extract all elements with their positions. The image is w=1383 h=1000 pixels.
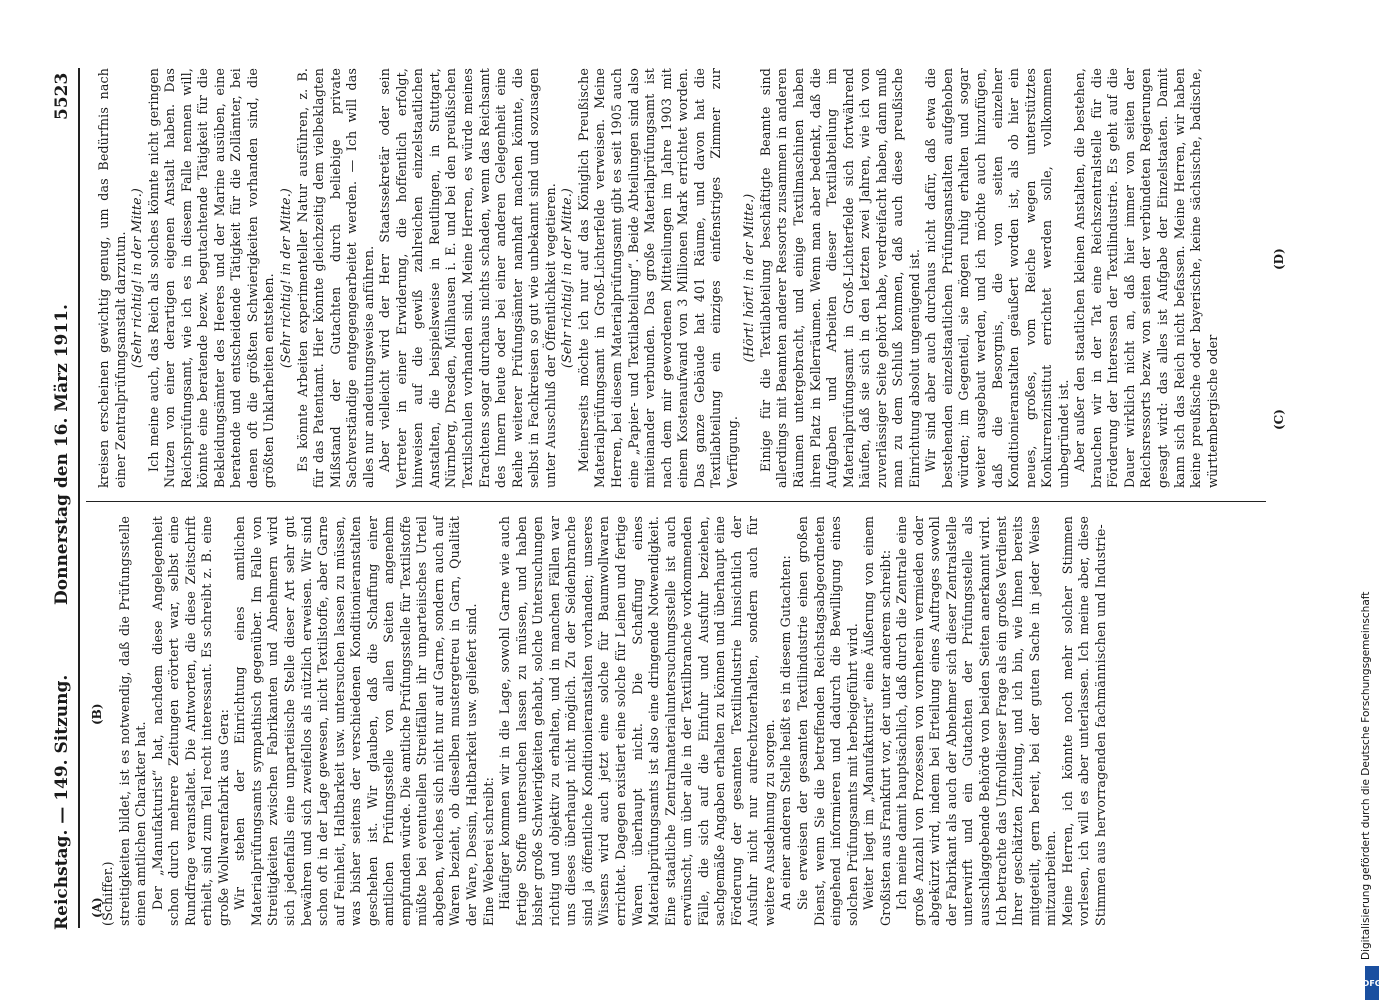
paragraph: Ich meine damit hauptsächlich, daß durch die Zentrale eine große Anzahl von Prozessen von vornherein vermieden oder abgekürzt wird, indem bei Erteilung eines Auftrages sowohl der Fabrikant als auch der Abnehmer sich dieser Zentralstelle unterwirft und ein Gutachten der Prüfungsstelle als ausschlaggebende Behörde von beiden Seiten anerkannt wird. Ich betrachte das Unfrolldieser Frage als ein großes Verdienst Ihrer geschätzten Zeitung, und ich bin, wie Ihnen bereits mitgeteilt, gern bereit, bei der guten Sache in jeder Weise mitzuarbeiten. bbox=[894, 516, 1059, 926]
left-column bbox=[100, 516, 1275, 926]
marker-a: (A) bbox=[90, 897, 104, 918]
header-rule bbox=[78, 68, 80, 928]
paragraph: Aber außer den staatlichen kleinen Anstalten, die bestehen, brauchen wir in der Tat eine Reichszentralstelle für die Förderung der Interessen der Textilindustrie. Es geht auf die Dauer wirklich nicht an, daß hier immer von seiten der Reichsressorts bezw. von seiten der verbündeten Regierungen gesagt wird: das alles ist Aufgabe der Einzelstaaten. Damit kann sich das Reich nicht befassen. Meine Herren, wir haben keine preußische oder bayerische, keine sächsische, badische, württembergische oder bbox=[1072, 68, 1220, 488]
dfg-logo: DFG bbox=[1365, 966, 1379, 1000]
speaker-label: (Schiffer.) bbox=[100, 861, 115, 926]
interjection: (Sehr richtig! in der Mitte.) bbox=[129, 188, 145, 368]
paragraph: Wir sind aber auch durchaus nicht dafür, daß etwa die bestehenden einzelstaatlichen Prüfungsanstalten aufgehoben würden; im Gegenteil, sie mögen ruhig erhalten und sogar weiter ausgebaut werden, und ich möchte auch hinzufügen, daß die Besorgnis, die von seiten einzelner Konditionieranstalten geäußert worden ist, als ob hier ein neues, großes, vom Reiche wegen unterstütztes Konkurrenzinstitut errichtet werden solle, vollkommen unbegründet ist. bbox=[923, 68, 1071, 488]
paragraph: Meinerseits möchte ich nur auf das Königlich Preußische Materialprüfungsamt in Groß-Lichterfelde verweisen. Meine Herren, bei diesem Materialprüfungsamt gibt es seit 1905 auch eine „Papier- und Textilabteilung“. Beide Abteilungen sind also miteinander verbunden. Das große Materialprüfungsamt ist nach dem mir gewordenen Mitteilungen im Jahre 1903 mit einem Kostenaufwand von 3 Millionen Mark errichtet worden. Das ganze Gebäude hat 401 Räume, und davon hat die Textilabteilung ein einziges einfenstriges Zimmer zur Verfügung. bbox=[575, 68, 740, 488]
paragraph: Sie erweisen der gesamten Textilindustrie einen großen Dienst, wenn Sie die betreffenden Reichstagsabgeordneten eingehend informieren und dadurch die Bewilligung eines solchen Prüfungsamts mit herbeigeführt wird. bbox=[794, 516, 860, 926]
paragraph: Einige für die Textilabteilung beschäftigte Beamte sind allerdings mit Beamten anderer Ressorts zusammen in anderen Räumen untergebracht, und einige Textilmaschinen haben ihren Platz in Kellerräumen. Wenn man aber bedenkt, daß die Aufgaben und Arbeiten dieser Textilabteilung im Materialprüfungsamt in Groß-Lichterfelde sich fortwährend häufen, daß sie sich in den letzten zwei Jahren, wie ich von zuverlässiger Seite gehört habe, verdreifacht haben, dann muß man zu dem Schluß kommen, daß auch diese preußische Einrichtung absolut ungenügend ist. bbox=[757, 68, 922, 488]
right-column bbox=[96, 68, 1276, 488]
paragraph: Häufiger kommen wir in die Lage, sowohl Garne wie auch fertige Stoffe untersuchen lassen zu müssen, und haben bisher große Schwierigkeiten gehabt, solche Untersuchungen richtig und objektiv zu erhalten, und in manchen Fällen war uns dieses überhaupt nicht möglich. Zu der Seidenbranche sind ja öffentliche Konditionieranstalten vorhanden; unseres Wissens wird auch jetzt eine solche für Baumwollwaren errichtet. Dagegen existiert eine solche für Leinen und fertige Waren überhaupt nicht. Die Schaffung eines Materialprüfungsamts ist also eine dringende Notwendigkeit. Eine staatliche Zentralmaterialuntersuchungsstelle ist auch erwünscht, um über alle in der Textilbranche vorkommenden Fälle, die sich auf die Einfuhr und Ausfuhr beziehen, sachgemäße Angaben erhalten zu können und überhaupt eine Förderung der gesamten Textilindustrie hinsichtlich der Ausfuhr nicht nur aufrechtzuerhalten, sondern auch für weitere Ausdehnung zu sorgen. bbox=[497, 516, 777, 926]
marker-d: (D) bbox=[1272, 248, 1286, 270]
marker-c: (C) bbox=[1272, 409, 1286, 430]
paragraph: kreisen erscheinen gewichtig genug, um das Bedürfnis nach einer Zentralprüfungsanstalt darzutun. bbox=[96, 68, 128, 488]
marker-b: (B) bbox=[90, 703, 104, 725]
header-center: Donnerstag den 16. März 1911. bbox=[52, 304, 72, 605]
paragraph: Meine Herren, ich könnte noch mehr solcher Stimmen vorlesen, ich will es aber unterlassen. Ich meine aber, diese Stimmen aus hervorragenden fachmännischen und Industrie- bbox=[1059, 516, 1108, 926]
paragraph: Ich meine auch, das Reich als solches könnte nicht geringen Nutzen von einer derartigen eigenen Anstalt haben. Das Reichsprüfungsamt, wie ich es in diesem Falle nennen will, könnte eine beratende bezw. begutachtende Tätigkeit für die Bekleidungsämter des Heeres und der Marine ausüben, eine beratende und entscheidende Tätigkeit für die Zollämter, bei denen oft die größten Schwierigkeiten vorhanden sind, die größten Unklarheiten entstehen. bbox=[145, 68, 277, 488]
paragraph: Der „Manufakturist“ hat, nachdem diese Angelegenheit schon durch mehrere Zeitungen erörtert war, selbst eine Rundfrage veranstaltet. Die Antworten, die diese Zeitschrift erhielt, sind zum Teil recht interessant. Es schreibt z. B. eine große Wollwarenfabrik aus Gera: bbox=[149, 516, 231, 926]
digitization-note: Digitalisierung gefördert durch die Deutsche Forschungsgemeinschaft bbox=[1360, 591, 1372, 960]
paragraph: Eine Weberei schreibt: bbox=[480, 777, 496, 926]
paragraph: Weiter liegt im „Manufakturist“ eine Äußerung von einem Großisten aus Frankfurt vor, der unter anderem schreibt: bbox=[861, 516, 893, 926]
interjection: (Sehr richtig! in der Mitte.) bbox=[278, 188, 294, 368]
page-number: 5523 bbox=[52, 72, 72, 120]
header-left: Reichstag. — 149. Sitzung. bbox=[52, 674, 72, 930]
column-divider bbox=[86, 501, 1266, 502]
paragraph: An einer anderen Stelle heißt es in diesem Gutachten: bbox=[778, 555, 794, 910]
paragraph: Wir stehen der Einrichtung eines amtlichen Materialprüfungsamts sympathisch gegenüber. Im Falle von Streitigkeiten zwischen Fabrikanten und Abnehmern wird sich jedenfalls eine unparteiische Stelle dieser Art sehr gut bewähren und sich zweifellos als nützlich erweisen. Wir sind schon oft in der Lage gewesen, nicht Textilstoffe, aber Garne auf Feinheit, Haltbarkeit usw. untersuchen lassen zu müssen, was bisher seitens der verschiedenen Konditionieranstalten geschehen ist. Wir glauben, daß die Schaffung einer amtlichen Prüfungsstelle von allen Seiten angenehm empfunden würde. Die amtliche Prüfungsstelle für Textilstoffe müßte bei eventuellen Streitfällen ihr unparteiisches Urteil abgeben, welches sich nicht nur auf Garne, sondern auch auf Waren bezieht, ob dieselben mustergetreu in Garn, Qualität der Ware, Dessin, Haltbarkeit usw. geliefert sind. bbox=[232, 516, 480, 926]
interjection: (Hört! hört! in der Mitte.) bbox=[741, 193, 757, 363]
paragraph: Aber vielleicht wird der Herr Staatssekretär oder sein Vertreter in einer Erwiderung, die hoffentlich erfolgt, hinweisen auf die gewiß zahlreichen einzelstaatlichen Anstalten, die beispielsweise in Reutlingen, in Stuttgart, Nürnberg, Dresden, Mülhausen i. E. und bei den preußischen Textilschulen vorhanden sind. Meine Herren, es würde meines Erachtens sogar durchaus nichts schaden, wenn das Reichsamt des Innern heute oder bei einer anderen Gelegenheit eine Reihe weiterer Prüfungsämter namhaft machen könnte, die selbst in Fachkreisen so gut wie unbekannt sind und sozusagen unter Ausschluß der Öffentlichkeit vegetieren. bbox=[377, 68, 558, 488]
paragraph: Es könnte Arbeiten experimenteller Natur ausführen, z. B. für das Patentamt. Hier könnte gleichzeitig dem vielbeklagten Mißstand der Gutachten durch beliebige private Sachverständige entgegengearbeitet werden. — Ich will das alles nur andeutungsweise anführen. bbox=[294, 68, 376, 488]
paragraph: streitigkeiten bildet, ist es notwendig, daß die Prüfungsstelle einen amtlichen Charakter hat. bbox=[116, 516, 149, 926]
interjection: (Sehr richtig! in der Mitte.) bbox=[559, 188, 575, 368]
